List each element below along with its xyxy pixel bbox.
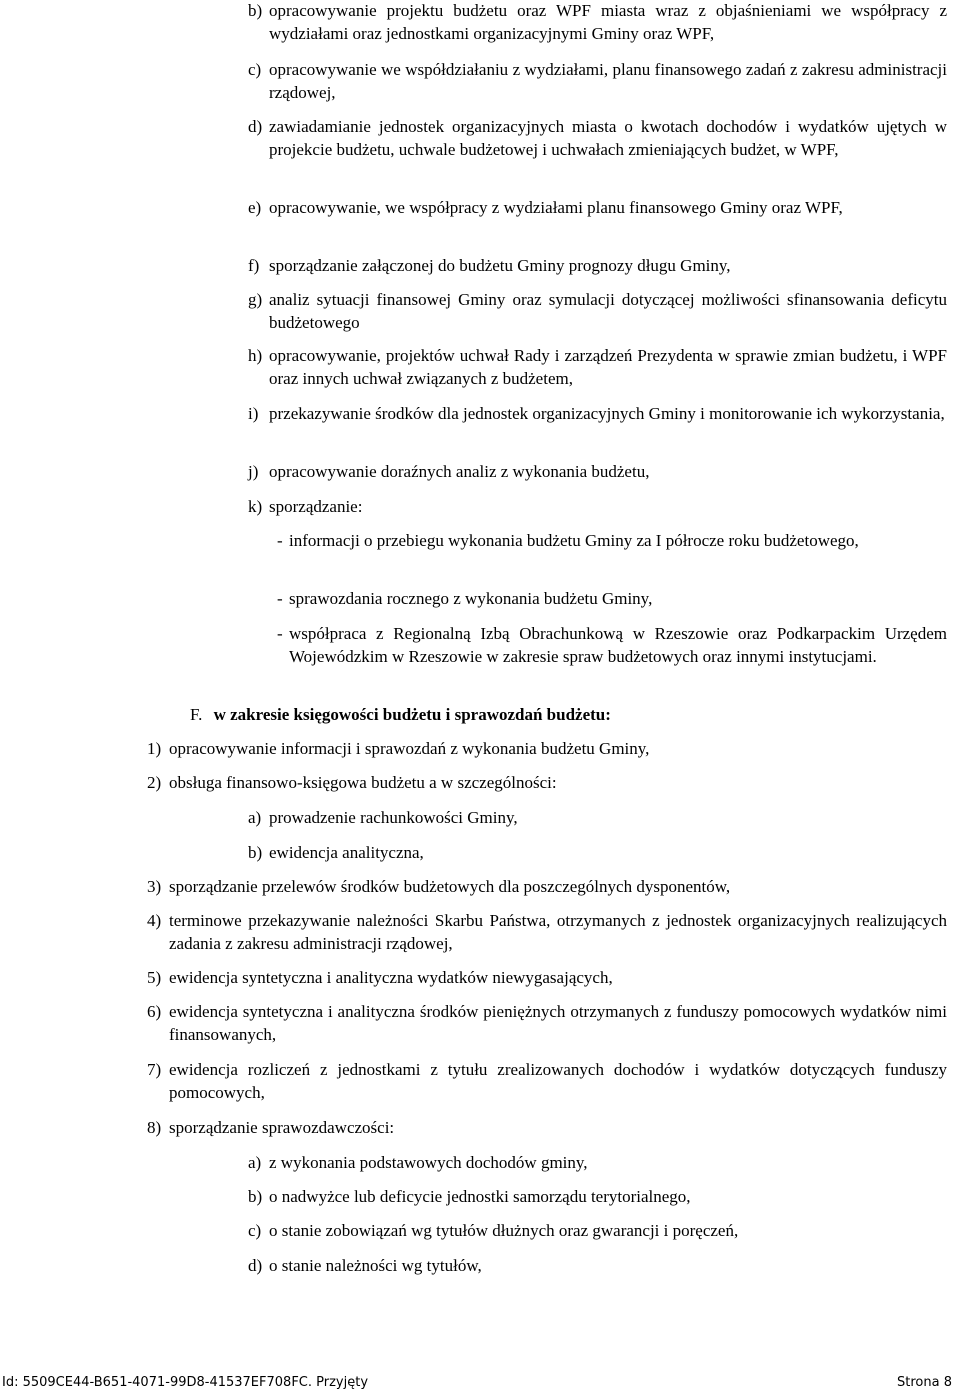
item-label: 1): [147, 739, 162, 758]
section-letter: F.: [190, 705, 203, 724]
dash-label: -: [277, 589, 283, 608]
item-label: 7): [147, 1060, 162, 1079]
item-label: f): [248, 256, 260, 275]
item-label: e): [248, 198, 262, 217]
document-id: Id: 5509CE44-B651-4071-99D8-41537EF708FC. Przyjęty: [2, 1375, 369, 1390]
item-label: 4): [147, 911, 162, 930]
dash-label: -: [277, 531, 283, 550]
item-text: opracowywanie projektu budżetu oraz WPF miasta wraz z objaśnieniami we współpracy z wydziałami oraz jednostkami organizacyjnymi Gminy oraz WPF,: [269, 1, 947, 43]
item-text: o stanie należności wg tytułów,: [269, 1256, 482, 1275]
item-text: przekazywanie środków dla jednostek organizacyjnych Gminy i monitorowanie ich wykorzystania,: [269, 404, 945, 423]
item-text: ewidencja analityczna,: [269, 843, 424, 862]
numbered-item-8: [147, 1116, 947, 1139]
item-text: sporządzanie załączonej do budżetu Gminy prognozy długu Gminy,: [269, 256, 731, 275]
numbered-item-2: [147, 771, 947, 794]
item-text: opracowywanie we współdziałaniu z wydziałami, planu finansowego zadań z zakresu administracji rządowej,: [269, 60, 947, 102]
item-label: k): [248, 497, 263, 516]
numbered-item-5: [147, 966, 947, 989]
item-label: 2): [147, 773, 162, 792]
item-text: obsługa finansowo-księgowa budżetu a w szczególności:: [169, 773, 557, 792]
list-item-k: [248, 495, 947, 518]
item-text: o stanie zobowiązań wg tytułów dłużnych oraz gwarancji i poręczeń,: [269, 1221, 739, 1240]
numbered-item-8b: [248, 1185, 947, 1208]
numbered-item-8c: [248, 1219, 947, 1242]
item-text: sporządzanie:: [269, 497, 363, 516]
item-text: z wykonania podstawowych dochodów gminy,: [269, 1153, 588, 1172]
item-label: g): [248, 290, 263, 309]
item-text: opracowywanie doraźnych analiz z wykonania budżetu,: [269, 462, 650, 481]
numbered-item-2b: [248, 841, 947, 864]
item-text: analiz sytuacji finansowej Gminy oraz symulacji dotyczącej możliwości sfinansowania deficytu budżetowego: [269, 290, 947, 332]
item-text: opracowywanie, projektów uchwał Rady i zarządzeń Prezydenta w sprawie zmian budżetu, i WPF oraz innych uchwał związanych z budżetem,: [269, 346, 947, 388]
item-label: b): [248, 843, 263, 862]
list-item-d: [248, 115, 947, 161]
numbered-item-2a: [248, 806, 947, 829]
dash-item-informacji: [277, 529, 947, 552]
page-number: Strona 8: [897, 1375, 952, 1390]
item-text: sporządzanie sprawozdawczości:: [169, 1118, 395, 1137]
numbered-item-6: [147, 1000, 947, 1046]
numbered-item-1: [147, 737, 947, 760]
list-item-i: [248, 402, 947, 425]
item-text: zawiadamianie jednostek organizacyjnych miasta o kwotach dochodów i wydatków ujętych w projekcie budżetu, uchwale budżetowej i uchwałach zmieniających budżet, w WPF,: [269, 117, 947, 159]
list-item-h: [248, 344, 947, 390]
numbered-item-7: [147, 1058, 947, 1104]
item-label: i): [248, 404, 259, 423]
item-label: b): [248, 1, 263, 20]
section-title: w zakresie księgowości budżetu i sprawozdań budżetu:: [213, 705, 611, 724]
dash-text: informacji o przebiegu wykonania budżetu Gminy za I półrocze roku budżetowego,: [289, 531, 859, 550]
numbered-item-3: [147, 875, 947, 898]
item-label: c): [248, 1221, 262, 1240]
list-item-e: [248, 196, 947, 219]
list-item-b: [248, 0, 947, 45]
item-text: ewidencja syntetyczna i analityczna środków pieniężnych otrzymanych z funduszy pomocowych wydatków nimi finansowanych,: [169, 1002, 947, 1044]
list-item-g: [248, 288, 947, 334]
dash-label: -: [277, 624, 283, 643]
list-item-c: [248, 58, 947, 104]
item-label: b): [248, 1187, 263, 1206]
item-label: 6): [147, 1002, 162, 1021]
item-label: 3): [147, 877, 162, 896]
item-label: d): [248, 1256, 263, 1275]
numbered-item-8d: [248, 1254, 947, 1277]
item-label: 5): [147, 968, 162, 987]
dash-text: sprawozdania rocznego z wykonania budżetu Gminy,: [289, 589, 653, 608]
item-label: 8): [147, 1118, 162, 1137]
item-label: d): [248, 117, 263, 136]
dash-item-sprawozdania: [277, 587, 947, 610]
item-text: opracowywanie, we współpracy z wydziałami planu finansowego Gminy oraz WPF,: [269, 198, 843, 217]
item-label: a): [248, 808, 262, 827]
item-text: terminowe przekazywanie należności Skarbu Państwa, otrzymanych z jednostek organizacyjnych realizujących zadania z zakresu administracji rządowej,: [169, 911, 947, 953]
item-text: opracowywanie informacji i sprawozdań z wykonania budżetu Gminy,: [169, 739, 650, 758]
item-label: a): [248, 1153, 262, 1172]
item-text: prowadzenie rachunkowości Gminy,: [269, 808, 518, 827]
item-text: o nadwyżce lub deficycie jednostki samorządu terytorialnego,: [269, 1187, 691, 1206]
dash-text: współpraca z Regionalną Izbą Obrachunkową w Rzeszowie oraz Podkarpackim Urzędem Wojewódzkim w Rzeszowie w zakresie spraw budżetowych oraz innymi instytucjami.: [289, 624, 947, 666]
item-label: c): [248, 60, 262, 79]
list-item-j: [248, 460, 947, 483]
section-f-heading: [190, 703, 611, 726]
item-text: ewidencja rozliczeń z jednostkami z tytułu zrealizowanych dochodów i wydatków dotyczących funduszy pomocowych,: [169, 1060, 947, 1102]
item-label: h): [248, 346, 263, 365]
numbered-item-8a: [248, 1151, 947, 1174]
item-text: sporządzanie przelewów środków budżetowych dla poszczególnych dysponentów,: [169, 877, 731, 896]
item-label: j): [248, 462, 259, 481]
numbered-item-4: [147, 909, 947, 955]
dash-item-wspolpraca: [277, 622, 947, 668]
list-item-f: [248, 254, 947, 277]
item-text: ewidencja syntetyczna i analityczna wydatków niewygasających,: [169, 968, 613, 987]
